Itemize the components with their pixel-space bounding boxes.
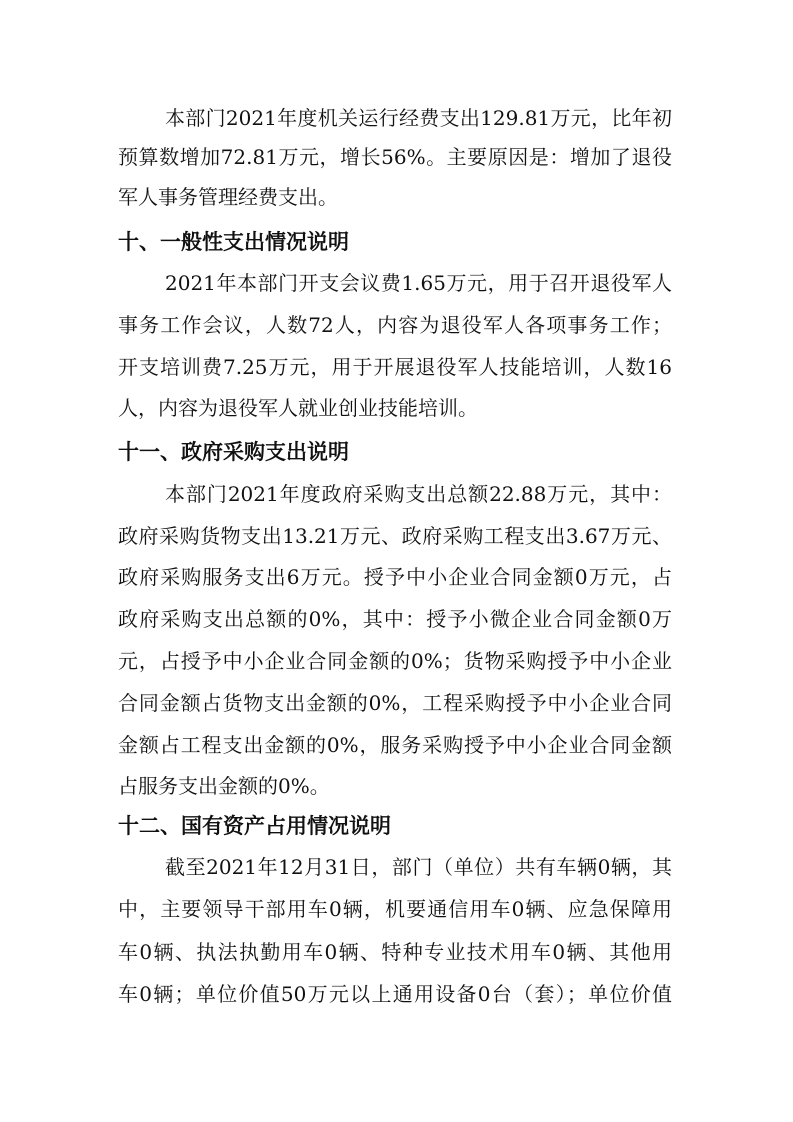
paragraph-line: 车0辆；单位价值50万元以上通用设备0台（套）；单位价值 (118, 982, 672, 1006)
paragraph-line: 本部门2021年度机关运行经费支出129.81万元，比年初 (165, 106, 672, 130)
paragraph-line: 合同金额占货物支出金额的0%，工程采购授予中小企业合同 (118, 691, 672, 715)
paragraph-line: 本部门2021年度政府采购支出总额22.88万元，其中： (165, 482, 672, 506)
paragraph-line: 元，占授予中小企业合同金额的0%；货物采购授予中小企业 (118, 649, 672, 673)
paragraph-line: 中，主要领导干部用车0辆，机要通信用车0辆、应急保障用 (118, 897, 672, 921)
paragraph-line: 事务工作会议，人数72人，内容为退役军人各项事务工作； (118, 313, 672, 337)
paragraph-line: 占服务支出金额的0%。 (118, 774, 330, 798)
paragraph-line: 政府采购货物支出13.21万元、政府采购工程支出3.67万元、 (118, 524, 672, 548)
paragraph-line: 2021年本部门开支会议费1.65万元，用于召开退役军人 (165, 271, 672, 295)
paragraph-line: 军人事务管理经费支出。 (118, 185, 338, 209)
section-heading-government-procurement: 十一、政府采购支出说明 (118, 440, 349, 464)
paragraph-line: 预算数增加72.81万元，增长56%。主要原因是：增加了退役 (118, 145, 672, 169)
paragraph-line: 开支培训费7.25万元，用于开展退役军人技能培训，人数16 (118, 355, 672, 379)
paragraph-line: 截至2021年12月31日，部门（单位）共有车辆0辆，其 (165, 855, 672, 879)
paragraph-line: 人，内容为退役军人就业创业技能培训。 (118, 396, 478, 420)
paragraph-line: 车0辆、执法执勤用车0辆、特种专业技术用车0辆、其他用 (118, 940, 672, 964)
section-heading-state-assets: 十二、国有资产占用情况说明 (118, 814, 391, 838)
paragraph-line: 金额占工程支出金额的0%，服务采购授予中小企业合同金额 (118, 733, 672, 757)
paragraph-line: 政府采购服务支出6万元。授予中小企业合同金额0万元，占 (118, 565, 672, 589)
paragraph-line: 政府采购支出总额的0%，其中：授予小微企业合同金额0万 (118, 607, 672, 631)
section-heading-general-expenditure: 十、一般性支出情况说明 (118, 230, 349, 254)
